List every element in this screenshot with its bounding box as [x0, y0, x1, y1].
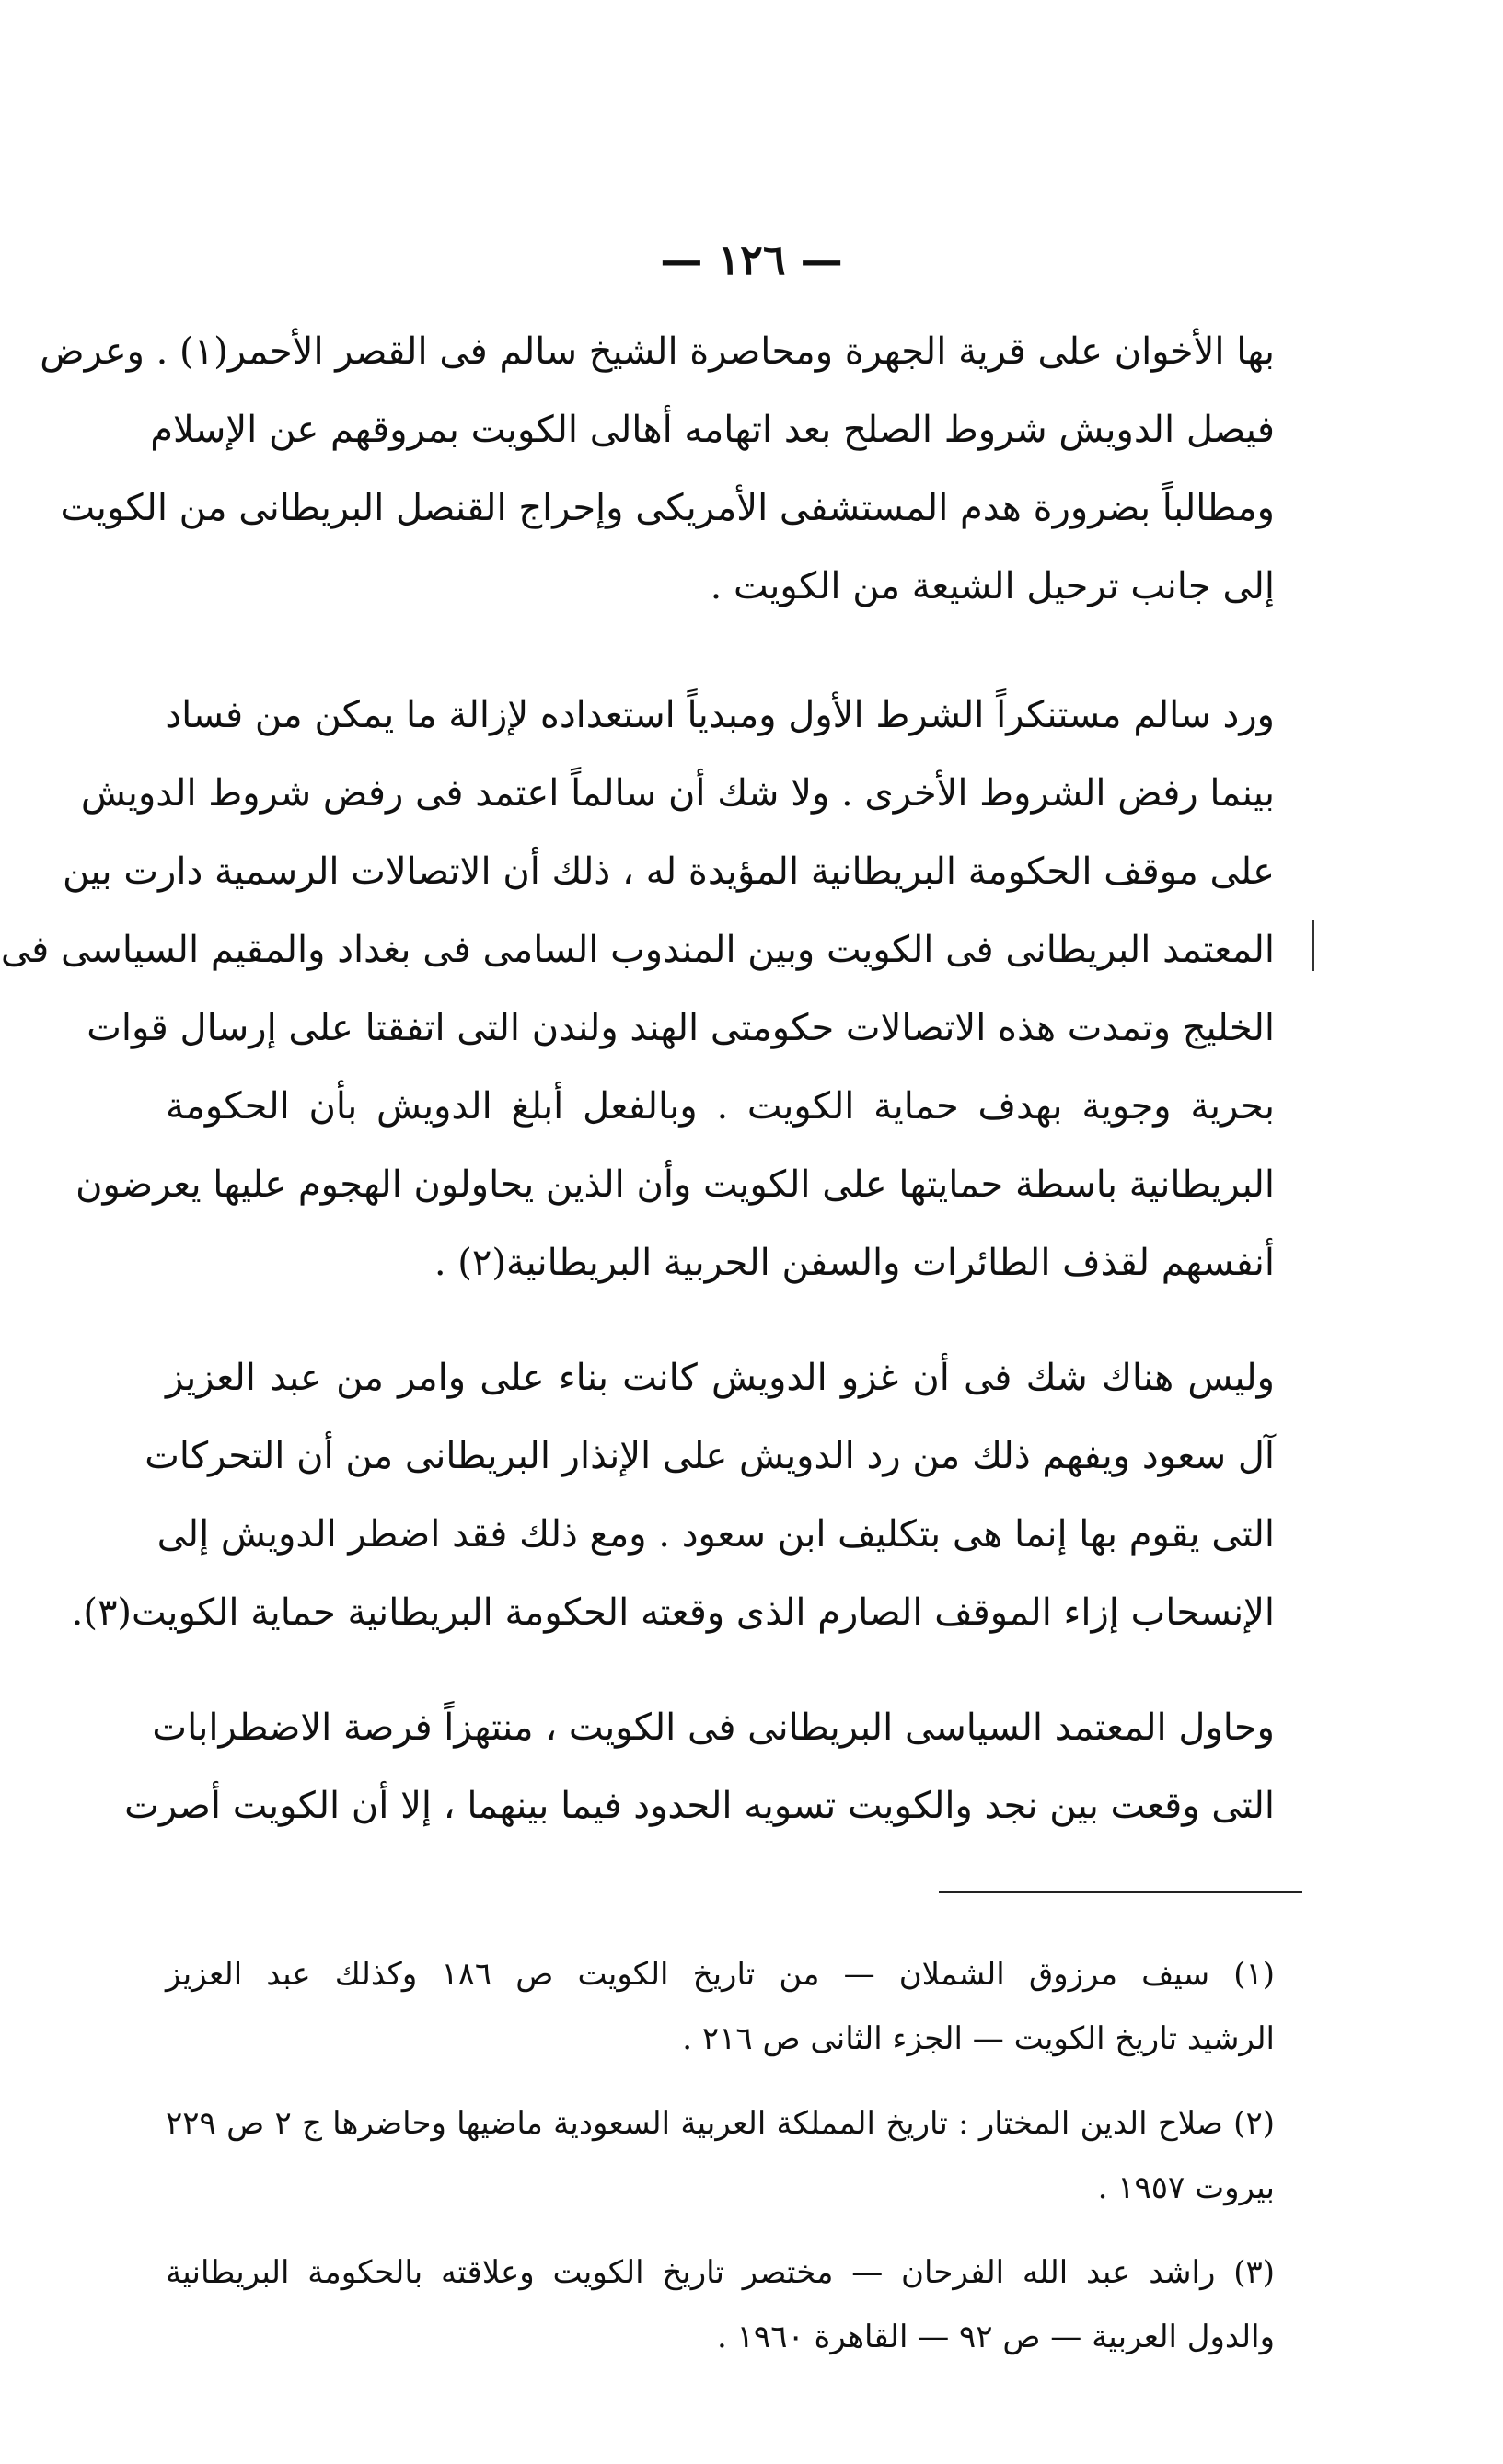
body-text	[0, 313, 1275, 1845]
paragraph-4	[124, 1689, 1275, 1845]
text-line: المعتمد البريطانى فى الكويت وبين المندوب السامى فى بغداد والمقيم السياسى فى	[0, 929, 1275, 971]
paragraph-1	[40, 313, 1275, 626]
footnote-line: والدول العربية — ص ٩٢ — القاهرة ١٩٦٠ .	[717, 2319, 1275, 2355]
text-line: وحاول المعتمد السياسى البريطانى فى الكويت ، منتهزاً فرصة الاضطرابات	[152, 1706, 1275, 1749]
text-line: إلى جانب ترحيل الشيعة من الكويت .	[710, 565, 1275, 607]
footnote-line: (١) سيف مرزوق الشملان — من تاريخ الكويت ص ١٨٦ وكذلك عبد العزيز	[166, 1956, 1275, 1993]
text-line: بحرية وجوية بهدف حماية الكويت . وبالفعل أبلغ الدويش بأن الحكومة	[166, 1085, 1275, 1128]
footnote-divider	[939, 1891, 1302, 1893]
footnote-1	[166, 1942, 1275, 2071]
footnote-line: بيروت ١٩٥٧ .	[1097, 2169, 1275, 2206]
text-line: التى يقوم بها إنما هى بتكليف ابن سعود . ومع ذلك فقد اضطر الدويش إلى	[156, 1513, 1275, 1556]
text-line: التى وقعت بين نجد والكويت تسويه الحدود فيما بينهما ، إلا أن الكويت أصرت	[124, 1785, 1275, 1827]
margin-mark	[1312, 920, 1322, 971]
footnotes	[166, 1942, 1275, 2369]
text-line: البريطانية باسطة حمايتها على الكويت وأن الذين يحاولون الهجوم عليها يعرضون	[75, 1163, 1275, 1206]
text-line: وليس هناك شك فى أن غزو الدويش كانت بناء على وامر من عبد العزيز	[166, 1357, 1275, 1399]
text-line: بها الأخوان على قرية الجهرة ومحاصرة الشيخ سالم فى القصر الأحمر(١) . وعرض	[40, 330, 1275, 373]
footnote-2	[166, 2091, 1275, 2220]
text-line: فيصل الدويش شروط الصلح بعد اتهامه أهالى الكويت بمروقهم عن الإسلام	[150, 409, 1275, 451]
text-line: الخليج وتمدت هذه الاتصالات حكومتى الهند ولندن التى اتفقتا على إرسال قوات	[87, 1007, 1275, 1049]
text-line: ومطالباً بضرورة هدم المستشفى الأمريكى وإحراج القنصل البريطانى من الكويت	[60, 487, 1275, 529]
paragraph-3	[71, 1339, 1275, 1652]
footnote-line: الرشيد تاريخ الكويت — الجزء الثانى ص ٢١٦ .	[682, 2020, 1275, 2057]
paragraph-2	[0, 677, 1275, 1302]
text-line: على موقف الحكومة البريطانية المؤيدة له ، ذلك أن الاتصالات الرسمية دارت بين	[62, 850, 1275, 893]
text-line: بينما رفض الشروط الأخرى . ولا شك أن سالماً اعتمد فى رفض شروط الدويش	[80, 772, 1275, 815]
footnote-3	[166, 2240, 1275, 2369]
text-line: آل سعود ويفهم ذلك من رد الدويش على الإنذار البريطانى من أن التحركات	[145, 1435, 1275, 1477]
text-line: أنفسهم لقذف الطائرات والسفن الحربية البريطانية(٢) .	[434, 1242, 1275, 1284]
footnote-line: (٢) صلاح الدين المختار : تاريخ المملكة العربية السعودية ماضيها وحاضرها ج ٢ ص ٢٢٩	[166, 2105, 1275, 2142]
page-number: — ١٢٦ —	[660, 235, 843, 284]
text-line: ورد سالم مستنكراً الشرط الأول ومبدياً استعداده لإزالة ما يمكن من فساد	[165, 694, 1275, 736]
text-line: الإنسحاب إزاء الموقف الصارم الذى وقعته الحكومة البريطانية حماية الكويت(٣).	[71, 1591, 1275, 1634]
footnote-line: (٣) راشد عبد الله الفرحان — مختصر تاريخ الكويت وعلاقته بالحكومة البريطانية	[166, 2254, 1275, 2291]
